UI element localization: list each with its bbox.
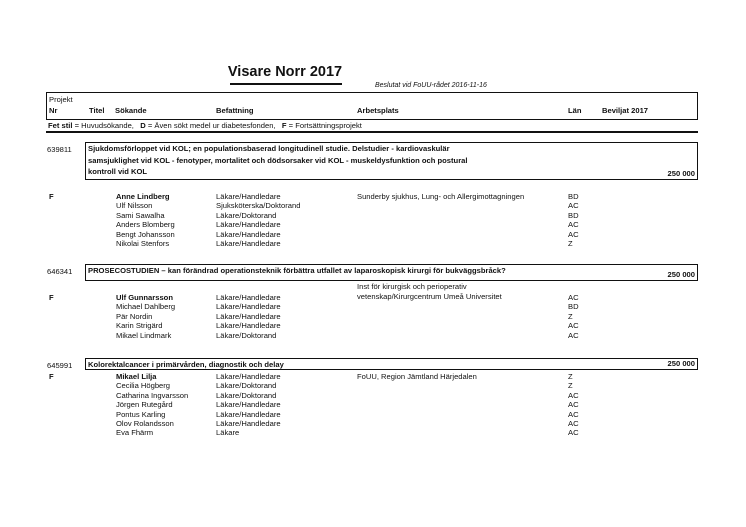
legend-f-key: F — [281, 121, 287, 130]
legend — [48, 122, 362, 130]
project-title-line: Kolorektalcancer i primärvården, diagnostik och delay — [88, 360, 284, 369]
applicant-role: Läkare/Doktorand — [216, 330, 277, 340]
header-nr: Nr — [49, 106, 58, 115]
workplace: FoUU, Region Jämtland Härjedalen — [357, 372, 477, 381]
applicant-lan: BD — [568, 302, 579, 312]
project-title-line: Sjukdomsförloppet vid KOL; en populationsbaserad longitudinell studie. Delstudier - kardiovaskulär — [88, 144, 450, 153]
applicant-name: Ulf Gunnarsson — [116, 293, 173, 302]
header-projekt: Projekt — [49, 95, 73, 104]
workplace: Inst för kirurgisk och perioperativ — [357, 282, 467, 291]
applicant-role: Läkare/Doktorand — [216, 381, 277, 391]
applicant-lan: AC — [568, 201, 579, 211]
applicant-name: Pär Nordin — [116, 311, 153, 321]
applicant-lan: Z — [568, 311, 573, 321]
applicant-name: Catharina Ingvarsson — [116, 390, 189, 400]
applicant-lan: BD — [568, 192, 579, 201]
applicant-name: Karin Strigärd — [116, 321, 163, 331]
applicant-name: Pontus Karling — [116, 409, 166, 419]
project-nr: 639811 — [47, 145, 72, 154]
applicant-lan: BD — [568, 210, 579, 220]
header-befattning: Befattning — [216, 106, 254, 115]
applicant-role: Läkare/Handledare — [216, 192, 281, 201]
header-arbetsplats: Arbetsplats — [357, 106, 399, 115]
applicant-role: Läkare/Doktorand — [216, 390, 277, 400]
applicant-role: Läkare/Handledare — [216, 419, 281, 428]
applicant-role: Läkare/Handledare — [216, 311, 281, 321]
applicant-lan: AC — [568, 400, 579, 410]
page-title: Visare Norr 2017 — [227, 64, 343, 80]
project-amount: 250 000 — [667, 359, 695, 368]
applicant-lan: AC — [568, 220, 579, 230]
legend-d-val: = Även sökt medel ur diabetesfonden, — [145, 121, 276, 130]
project-flag: F — [49, 372, 54, 381]
applicant-name: Michael Dahlberg — [116, 302, 176, 312]
project-amount: 250 000 — [667, 270, 695, 279]
applicant-lan: AC — [568, 330, 579, 340]
applicant-name: Ulf Nilsson — [116, 201, 153, 211]
header-beviljat: Beviljat 2017 — [602, 106, 649, 115]
applicant-role: Läkare/Handledare — [216, 321, 281, 331]
applicant-lan: AC — [568, 229, 579, 239]
header-lan: Län — [568, 106, 582, 115]
applicant-role: Läkare/Doktorand — [216, 210, 277, 220]
project-nr: 645991 — [47, 361, 73, 370]
project-flag: F — [49, 192, 54, 201]
workplace: Sunderby sjukhus, Lung- och Allergimottagningen — [357, 192, 525, 201]
applicant-lan: AC — [568, 409, 579, 419]
applicant-role: Läkare/Handledare — [216, 372, 281, 381]
applicant-name: Anne Lindberg — [116, 192, 170, 201]
applicant-role: Läkare/Handledare — [216, 229, 281, 239]
applicant-role: Läkare/Handledare — [216, 302, 281, 312]
applicant-lan: Z — [568, 239, 573, 248]
applicant-name: Bengt Johansson — [116, 229, 175, 239]
project-title-line: kontroll vid KOL — [88, 167, 148, 176]
applicant-name: Mikael Lilja — [116, 372, 157, 381]
applicant-name: Olov Rolandsson — [116, 419, 174, 428]
applicant-lan: AC — [568, 428, 579, 438]
workplace: vetenskap/Kirurgcentrum Umeå Universitet — [357, 292, 502, 302]
applicant-lan: AC — [568, 419, 579, 428]
project-title-line: PROSECOSTUDIEN – kan förändrad operationsteknik förbättra utfallet av laparoskopisk kirurgi för bukväggsbråck? — [88, 266, 506, 275]
applicant-lan: AC — [568, 293, 579, 302]
applicant-lan: Z — [568, 372, 573, 381]
project-amount: 250 000 — [667, 169, 695, 178]
decision-note: Beslutat vid FoUU-rådet 2016-11-16 — [375, 82, 487, 89]
legend-d-key: D — [140, 121, 146, 130]
applicant-name: Mikael Lindmark — [116, 330, 172, 340]
project-title-line: samsjuklighet vid KOL - fenotyper, mortalitet och dödsorsaker vid KOL - muskeldysfunktion och postural — [88, 155, 468, 165]
project-nr: 646341 — [47, 267, 73, 276]
applicant-role: Läkare/Handledare — [216, 220, 281, 230]
title-underline — [230, 83, 342, 85]
applicant-role: Läkare — [216, 428, 240, 438]
applicant-role: Läkare/Handledare — [216, 293, 281, 302]
legend-bold-val: = Huvudsökande, — [72, 121, 134, 130]
applicant-name: Jörgen Rutegård — [116, 400, 173, 410]
legend-divider — [46, 131, 698, 133]
applicant-name: Nikolai Stenfors — [116, 239, 170, 248]
applicant-role: Läkare/Handledare — [216, 239, 281, 248]
applicant-role: Läkare/Handledare — [216, 409, 281, 419]
applicant-role: Sjuksköterska/Doktorand — [216, 201, 301, 211]
applicant-name: Cecilia Högberg — [116, 381, 171, 391]
legend-bold-key: Fet stil — [48, 121, 73, 130]
applicant-name: Sami Sawalha — [116, 210, 165, 220]
applicant-role: Läkare/Handledare — [216, 400, 281, 410]
header-sokande: Sökande — [115, 106, 147, 115]
header-titel: Titel — [89, 106, 105, 115]
applicant-name: Eva Fhärm — [116, 428, 154, 438]
applicant-lan: AC — [568, 390, 579, 400]
applicant-lan: Z — [568, 381, 573, 391]
applicant-name: Anders Blomberg — [116, 220, 175, 230]
legend-f-val: = Fortsättningsprojekt — [286, 121, 362, 130]
applicant-lan: AC — [568, 321, 579, 331]
project-flag: F — [49, 293, 54, 302]
